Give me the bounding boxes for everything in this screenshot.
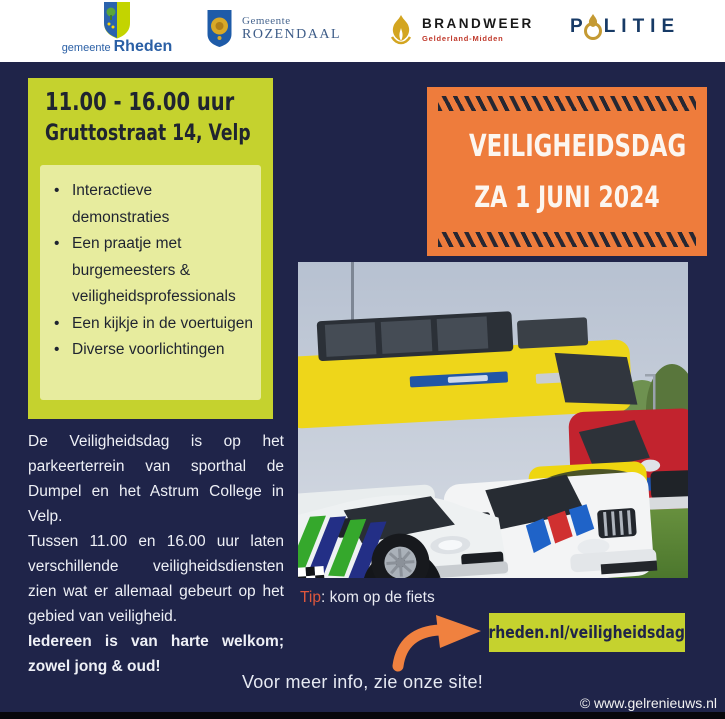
event-activities-panel: [40, 165, 261, 400]
emergency-vehicles-photo: [298, 262, 688, 578]
watermark: © www.gelrenieuws.nl: [579, 695, 717, 711]
rheden-wordmark-large: Rheden: [113, 38, 173, 55]
brandweer-subtitle: Gelderland-Midden: [422, 33, 504, 43]
event-address: Gruttostraat 14, Velp: [45, 121, 251, 146]
checker-band: [298, 566, 325, 578]
tip-line: [300, 589, 435, 607]
brandweer-wordmark: [422, 16, 534, 43]
rheden-wordmark: [62, 39, 173, 56]
politie-grenade-icon: [583, 14, 603, 40]
logo-politie: [570, 14, 680, 40]
rozendaal-wordmark: [242, 15, 341, 43]
bottom-black-bar: [0, 712, 725, 719]
event-time: 11.00 - 16.00 uur: [45, 87, 235, 116]
list-item: • Een praatje met burgemeesters & veiligheidsprofessionals: [52, 231, 253, 311]
hazard-stripe-top: [438, 96, 696, 111]
hazard-stripe-bottom: [438, 232, 696, 247]
curved-arrow-icon: [388, 610, 488, 672]
footer-info: Voor meer info, zie onze site!: [241, 672, 484, 692]
rozendaal-wordmark-line1: Gemeente: [242, 15, 291, 27]
tip-label: Tip: [300, 589, 321, 606]
paragraph-welcome: Iedereen is van harte welkom; zowel jong & oud!: [28, 633, 284, 675]
rheden-shield-icon: [102, 1, 132, 39]
rozendaal-wordmark-line2: ROZENDAAL: [242, 27, 342, 42]
list-item: • Diverse voorlichtingen: [52, 337, 253, 364]
banner-date: ZA 1 JUNI 2024: [474, 179, 660, 214]
tip-text: : kom op de fiets: [320, 589, 435, 606]
paragraph-program: Tussen 11.00 en 16.00 uur laten verschillende veiligheidsdiensten zien wat er allemaal gebeurt op het gebied van veiligheid.: [28, 533, 284, 625]
paragraph-location: De Veiligheidsdag is op het parkeerterrein van sporthal de Dumpel en het Astrum College in Velp.: [28, 433, 284, 525]
photo-illustration: [298, 262, 688, 578]
politie-wordmark-p: P: [570, 16, 583, 37]
yellow-ambulance-rear: [298, 305, 638, 429]
event-activities-list: [52, 178, 253, 364]
banner-title: VEILIGHEIDSDAG: [468, 128, 687, 164]
event-info-title: [45, 87, 309, 146]
header-bar: [0, 0, 725, 62]
politie-wordmark-rest: LITIE: [603, 16, 681, 37]
brandweer-title: BRANDWEER: [422, 15, 534, 31]
event-info-box: [28, 78, 273, 419]
list-item: • Interactieve demonstraties: [52, 178, 253, 231]
logo-gemeente-rozendaal: [206, 9, 341, 49]
rozendaal-shield-icon: [206, 9, 233, 49]
rheden-wordmark-small: gemeente: [61, 42, 111, 54]
website-link-box[interactable]: [489, 613, 685, 652]
brandweer-flame-icon: [388, 13, 414, 45]
website-url: rheden.nl/veiligheidsdag: [488, 623, 686, 642]
event-description: [28, 429, 284, 679]
logo-gemeente-rheden: [55, 1, 179, 56]
logo-brandweer: [388, 13, 534, 45]
event-banner: [427, 87, 707, 256]
list-item: • Een kijkje in de voertuigen: [52, 311, 253, 338]
